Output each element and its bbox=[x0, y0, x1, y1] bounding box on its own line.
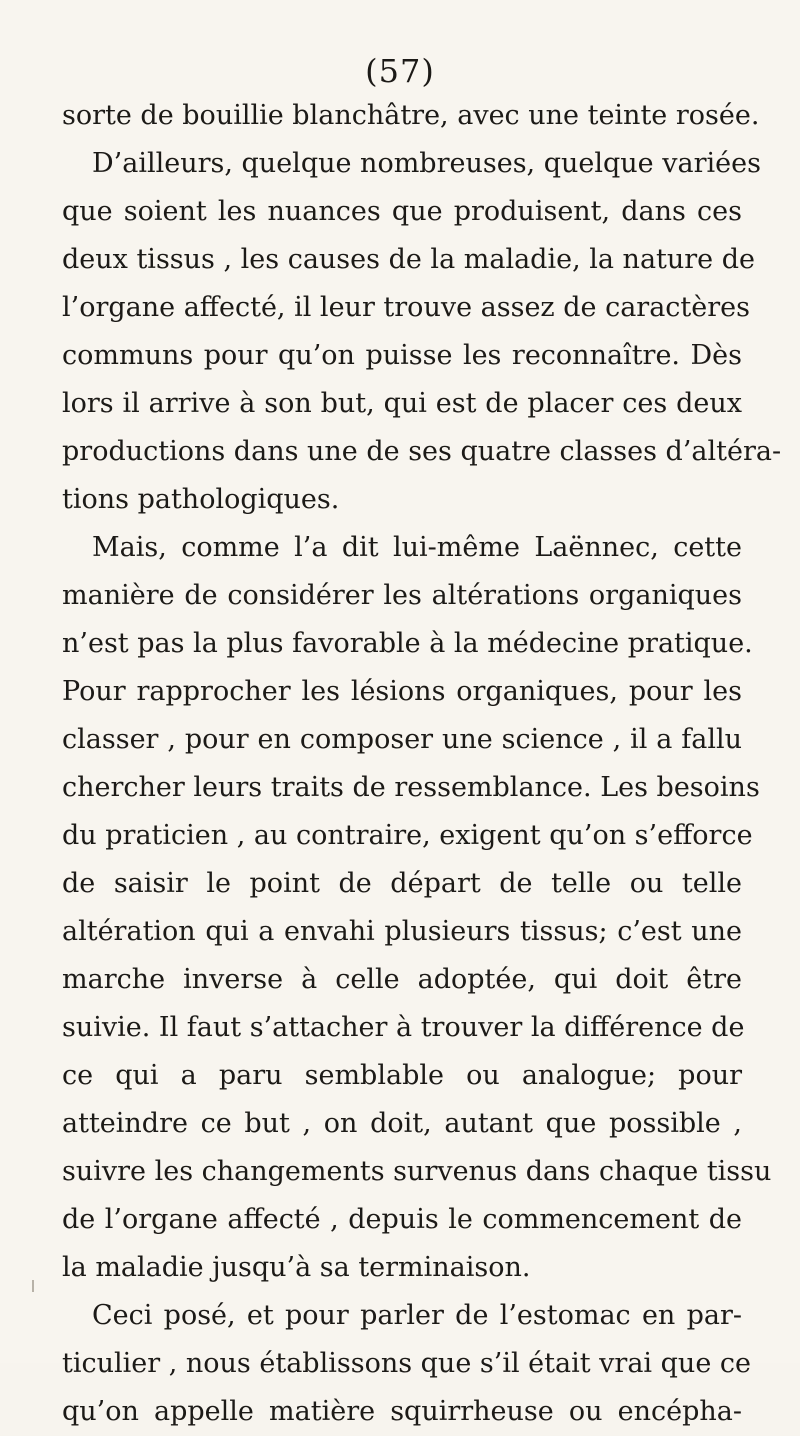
text-line: tions pathologiques. bbox=[62, 484, 340, 515]
margin-mark bbox=[32, 1280, 34, 1292]
text-line: chercher leurs traits de ressemblance. Les besoins bbox=[62, 772, 760, 803]
text-line: Mais, comme l’a dit lui-même Laënnec, cette bbox=[92, 532, 742, 563]
text-line: ce qui a paru semblable ou analogue; pour bbox=[62, 1060, 742, 1091]
text-line: lors il arrive à son but, qui est de placer ces deux bbox=[62, 388, 742, 419]
text-line: ticulier , nous établissons que s’il était vrai que ce bbox=[62, 1348, 751, 1379]
text-line: du praticien , au contraire, exigent qu’on s’efforce bbox=[62, 820, 753, 851]
text-line: atteindre ce but , on doit, autant que possible , bbox=[62, 1108, 742, 1139]
text-line: manière de considérer les altérations organiques bbox=[62, 580, 742, 611]
text-line: qu’on appelle matière squirrheuse ou encépha- bbox=[62, 1396, 742, 1427]
text-line: que soient les nuances que produisent, dans ces bbox=[62, 196, 742, 227]
text-line: D’ailleurs, quelque nombreuses, quelque variées bbox=[92, 148, 761, 179]
text-line: la maladie jusqu’à sa terminaison. bbox=[62, 1252, 531, 1283]
text-line: productions dans une de ses quatre classes d’altéra- bbox=[62, 436, 782, 467]
text-line: l’organe affecté, il leur trouve assez de caractères bbox=[62, 292, 750, 323]
text-line: Ceci posé, et pour parler de l’estomac en par- bbox=[92, 1300, 742, 1331]
text-line: n’est pas la plus favorable à la médecine pratique. bbox=[62, 628, 753, 659]
text-line: de saisir le point de départ de telle ou telle bbox=[62, 868, 742, 899]
body-text bbox=[62, 92, 782, 1436]
text-line: classer , pour en composer une science , il a fallu bbox=[62, 724, 742, 755]
page-number: (57) bbox=[365, 52, 435, 90]
text-line: communs pour qu’on puisse les reconnaître. Dès bbox=[62, 340, 742, 371]
text-line: Pour rapprocher les lésions organiques, pour les bbox=[62, 676, 742, 707]
text-line: de l’organe affecté , depuis le commencement de bbox=[62, 1204, 742, 1235]
text-line: suivie. Il faut s’attacher à trouver la différence de bbox=[62, 1012, 745, 1043]
text-line: suivre les changements survenus dans chaque tissu bbox=[62, 1156, 772, 1187]
text-line: marche inverse à celle adoptée, qui doit être bbox=[62, 964, 742, 995]
text-line: altération qui a envahi plusieurs tissus; c’est une bbox=[62, 916, 742, 947]
text-line: deux tissus , les causes de la maladie, la nature de bbox=[62, 244, 756, 275]
text-line: sorte de bouillie blanchâtre, avec une teinte rosée. bbox=[62, 100, 760, 131]
